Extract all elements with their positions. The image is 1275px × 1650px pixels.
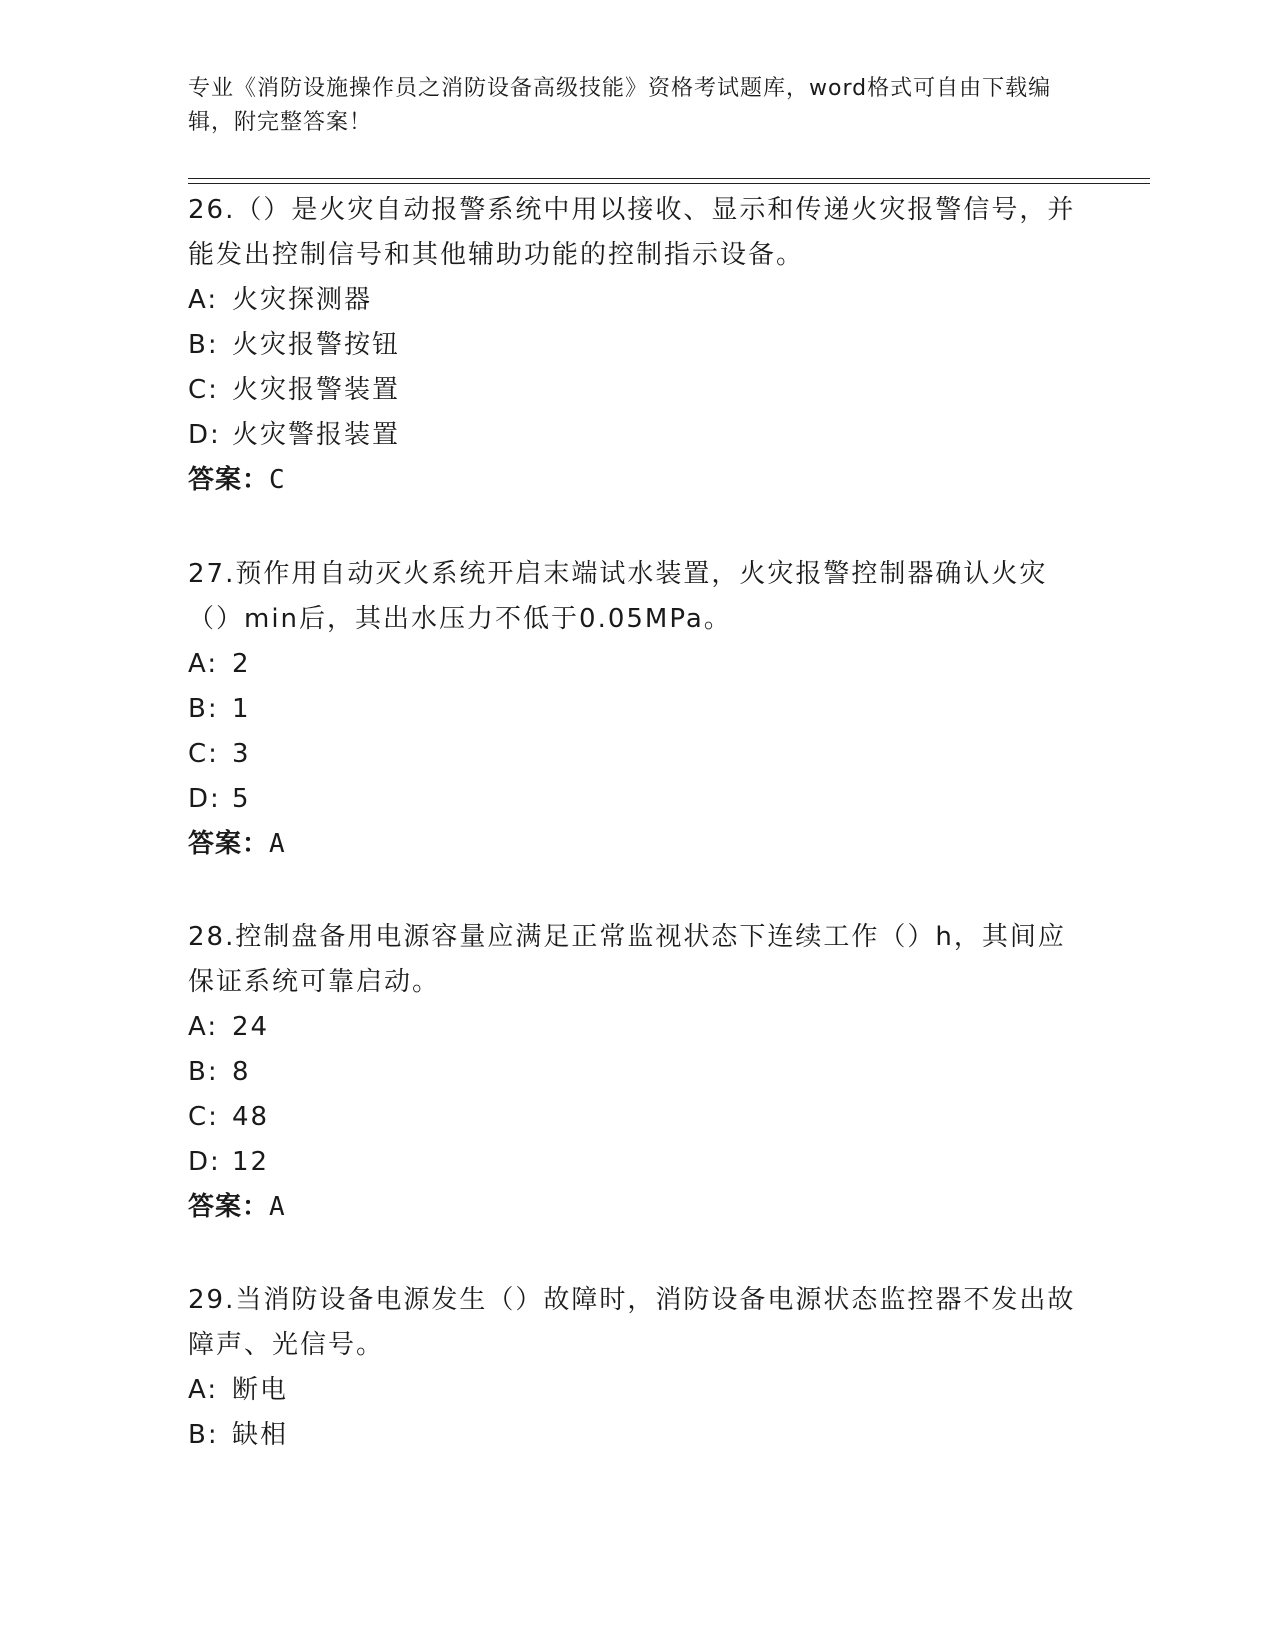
option-text: 3 (232, 739, 251, 769)
option-letter: D: (188, 1147, 221, 1177)
answer-line (188, 822, 1088, 867)
option-text: 火灾探测器 (232, 285, 373, 315)
option-d (188, 1140, 1088, 1185)
option-letter: A: (188, 285, 219, 315)
option-b (188, 687, 1088, 732)
option-b (188, 1413, 1088, 1458)
answer-label: 答案： (188, 829, 270, 859)
option-text: 火灾警报装置 (232, 420, 401, 450)
answer-label: 答案： (188, 465, 270, 495)
option-letter: B: (188, 694, 219, 724)
option-letter: A: (188, 1012, 219, 1042)
option-text: 5 (232, 784, 251, 814)
option-letter: A: (188, 649, 219, 679)
option-text: 2 (232, 649, 251, 679)
option-text: 火灾报警按钮 (232, 330, 401, 360)
option-c (188, 1095, 1088, 1140)
question-stem: 26.（）是火灾自动报警系统中用以接收、显示和传递火灾报警信号，并能发出控制信号和其他辅助功能的控制指示设备。 (188, 195, 1076, 270)
question-26 (188, 188, 1088, 503)
question-stem: 27.预作用自动灭火系统开启末端试水装置，火灾报警控制器确认火灾（）min后，其出水压力不低于0.05MPa。 (188, 559, 1048, 634)
answer-value: C (269, 465, 286, 495)
question-stem: 28.控制盘备用电源容量应满足正常监视状态下连续工作（）h，其间应保证系统可靠启动。 (188, 922, 1066, 997)
option-text: 断电 (232, 1375, 289, 1405)
answer-line (188, 1185, 1088, 1230)
option-c (188, 732, 1088, 777)
option-text: 48 (232, 1102, 270, 1132)
option-letter: B: (188, 330, 219, 360)
question-29 (188, 1278, 1088, 1458)
answer-label: 答案： (188, 1192, 270, 1222)
option-b (188, 323, 1088, 368)
option-b (188, 1050, 1088, 1095)
answer-value: A (269, 1192, 286, 1222)
answer-value: A (269, 829, 286, 859)
option-text: 缺相 (232, 1420, 289, 1450)
question-27 (188, 552, 1088, 867)
option-a (188, 642, 1088, 687)
option-letter: C: (188, 1102, 219, 1132)
option-letter: B: (188, 1057, 219, 1087)
option-text: 12 (232, 1147, 270, 1177)
option-a (188, 278, 1088, 323)
option-letter: B: (188, 1420, 219, 1450)
option-a (188, 1368, 1088, 1413)
option-d (188, 413, 1088, 458)
header-divider-top (188, 178, 1150, 179)
option-text: 8 (232, 1057, 251, 1087)
answer-line (188, 458, 1088, 503)
document-intro: 专业《消防设施操作员之消防设备高级技能》资格考试题库，word格式可自由下载编辑，附完整答案！ (188, 76, 1052, 135)
option-letter: D: (188, 784, 221, 814)
option-text: 1 (232, 694, 251, 724)
option-text: 24 (232, 1012, 270, 1042)
question-28 (188, 915, 1088, 1230)
option-c (188, 368, 1088, 413)
option-letter: C: (188, 375, 219, 405)
question-stem: 29.当消防设备电源发生（）故障时，消防设备电源状态监控器不发出故障声、光信号。 (188, 1285, 1076, 1360)
option-letter: D: (188, 420, 221, 450)
header-divider-bottom (188, 183, 1150, 184)
option-a (188, 1005, 1088, 1050)
option-d (188, 777, 1088, 822)
option-letter: C: (188, 739, 219, 769)
option-letter: A: (188, 1375, 219, 1405)
option-text: 火灾报警装置 (232, 375, 401, 405)
